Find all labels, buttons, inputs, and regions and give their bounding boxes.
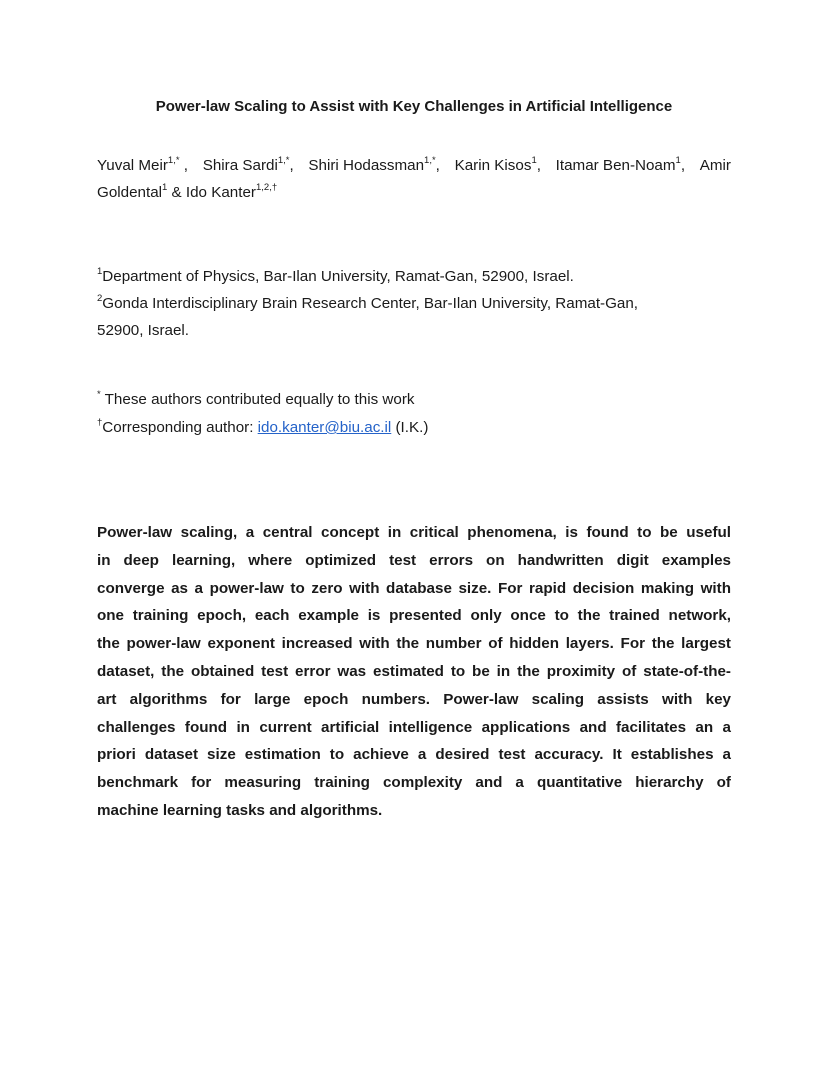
author-list (97, 152, 731, 206)
abstract-line: art algorithms for large epoch numbers. Power-law scaling assists with key (97, 690, 731, 708)
affiliations (97, 263, 737, 344)
paper-title: Power-law Scaling to Assist with Key Challenges in Artificial Intelligence (155, 98, 673, 115)
author-line-2: Goldental$^1$ & Ido Kanter$^{1,2,\dagger}$ (97, 181, 278, 201)
abstract-line: in deep learning, where optimized test errors on handwritten digit examples (97, 551, 731, 569)
abstract (97, 519, 731, 825)
abstract-line: benchmark for measuring training complexity and a quantitative hierarchy of (97, 774, 731, 792)
affiliation-2: $^2$Gonda Interdisciplinary Brain Research Center, Bar-Ilan University, Ramat-Gan, (97, 292, 639, 312)
author-shira-sardi: Shira Sardi$^{1,*}$, (202, 154, 294, 174)
affiliation-2-continuation: 52900, Israel. (97, 322, 190, 339)
abstract-line: dataset, the obtained test error was estimated to be in the proximity of state-of-the- (97, 662, 731, 680)
author-line-1 (97, 152, 731, 179)
author-itamar-ben-noam: Itamar Ben-Noam$^1$, (555, 154, 686, 174)
author-amir-goldental: Goldental$^1$ (97, 181, 168, 201)
abstract-line: Power-law scaling, a central concept in critical phenomena, is found to be useful (97, 524, 731, 541)
author-karin-kisos: Karin Kisos$^1$, (454, 154, 541, 174)
author-ido-kanter: Ido Kanter$^{1,2,\dagger}$ (185, 181, 278, 201)
abstract-line: the power-law exponent increased with the number of hidden layers. For the largest (97, 635, 731, 653)
equal-contribution-note: * These authors contributed equally to this work (97, 388, 415, 408)
author-yuval-meir: Yuval Meir$^{1,*}$ , (97, 154, 188, 174)
author-notes (97, 386, 737, 442)
abstract-line: challenges found in current artificial intelligence applications and facilitates an a (97, 718, 731, 736)
author-shiri-hodassman: Shiri Hodassman$^{1,*}$, (308, 154, 440, 174)
abstract-line: machine learning tasks and algorithms. (97, 801, 383, 819)
abstract-line: converge as a power-law to zero with database size. For rapid decision making with (97, 579, 731, 597)
author-amir-first-name: Amir (699, 157, 731, 174)
affiliation-1: $^1$Department of Physics, Bar-Ilan University, Ramat-Gan, 52900, Israel. (97, 265, 574, 285)
corresponding-email-link[interactable]: ido.kanter@biu.ac.il (257, 419, 392, 436)
corresponding-author-note: †Corresponding author: ido.kanter@biu.ac.il (I.K.) (97, 416, 429, 436)
abstract-line: one training epoch, each example is presented only once to the trained network, (97, 607, 731, 625)
abstract-line: priori dataset size estimation to achieve a desired test accuracy. It establishes a (97, 746, 731, 764)
